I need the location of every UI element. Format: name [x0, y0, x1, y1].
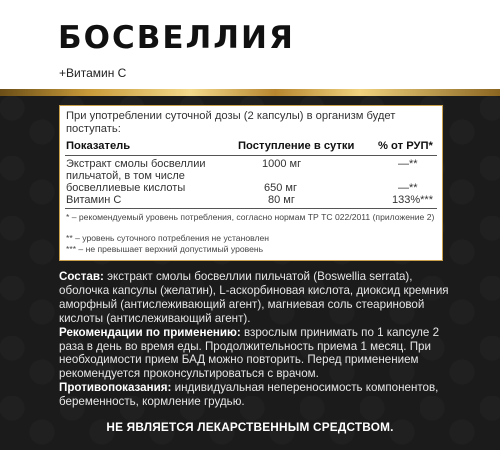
composition-label: Состав:	[59, 270, 104, 283]
header-daily-intake: Поступление в сутки	[238, 140, 355, 152]
description-block	[59, 270, 449, 409]
nutrition-card	[59, 105, 443, 261]
row-extract-amount: 1000 мг	[262, 158, 302, 170]
row-vitc-percent: 133%***	[392, 194, 433, 206]
usage-text: взрослым принимать по 1 капсуле 2 раза в день во время еды. Продолжительность приема 1 месяц. При необходимости прием БАД можно повторить. Перед применением рекомендуется проконсультироваться с врачом.	[59, 325, 440, 381]
row-vitc-name: Витамин С	[66, 194, 122, 206]
contraindications-text: индивидуальная непереносимость компонентов, беременность, кормление грудью.	[59, 381, 439, 409]
usage-paragraph	[59, 326, 449, 382]
header-indicator: Показатель	[66, 140, 131, 152]
header-percent-rup: % от РУП*	[378, 140, 433, 152]
row-extract-percent: —**	[398, 158, 418, 170]
footnote-3: *** – не превышает верхний допустимый уровень	[66, 244, 264, 254]
composition-text: экстракт смолы босвеллии пильчатой (Boswellia serrata), оболочка капсулы (желатин), L-аскорбиновая кислота, диоксид кремния аморфный (антислеживающий агент), магниевая соль стеариновой кислоты (антислеживающий агент).	[59, 270, 449, 325]
header	[0, 0, 500, 94]
footnote-2: ** – уровень суточного потребления не установлен	[66, 233, 270, 243]
product-title: БОСВЕЛЛИЯ	[58, 20, 295, 56]
contraindications-label: Противопоказания:	[59, 381, 172, 395]
contraindications-paragraph	[59, 381, 449, 409]
usage-label: Рекомендации по применению:	[59, 325, 241, 339]
table-intro: При употреблении суточной дозы (2 капсулы) в организм будет поступать:	[66, 110, 396, 135]
row-extract-name: Экстракт смолы босвеллии пильчатой, в том числе	[66, 158, 206, 182]
not-a-medicine-notice: НЕ ЯВЛЯЕТСЯ ЛЕКАРСТВЕННЫМ СРЕДСТВОМ.	[106, 420, 394, 434]
composition-paragraph	[59, 270, 449, 326]
gold-divider	[0, 89, 500, 96]
table-bottom-rule	[65, 208, 437, 209]
product-subtitle: +Витамин С	[59, 66, 127, 80]
row-acids-amount: 650 мг	[264, 182, 297, 194]
row-acids-name: босвеллиевые кислоты	[66, 182, 186, 194]
footnote-1: * – рекомендуемый уровень потребления, согласно нормам ТР ТС 022/2011 (приложение 2)	[66, 212, 435, 222]
row-acids-percent: —**	[398, 182, 418, 194]
table-header-rule	[65, 155, 437, 156]
row-vitc-amount: 80 мг	[268, 194, 295, 206]
